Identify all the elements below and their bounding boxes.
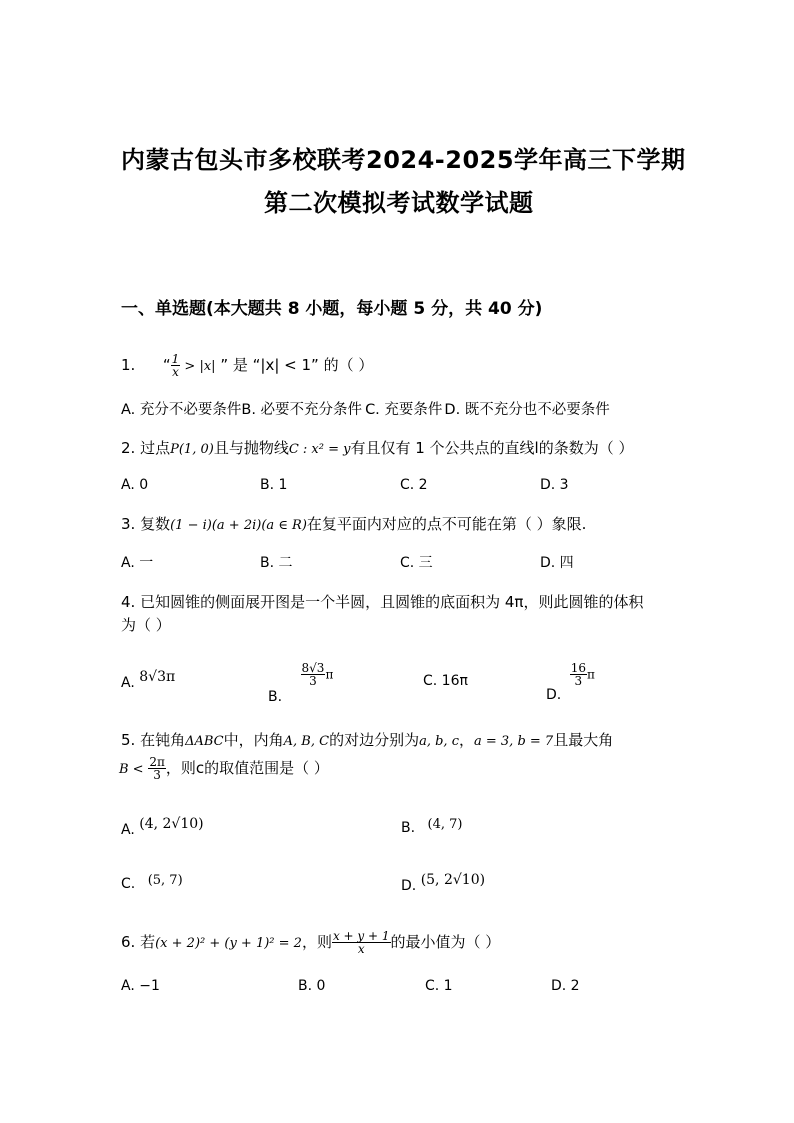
option-label: D. (546, 686, 562, 703)
q1-options (121, 398, 610, 419)
question-4-line1 (121, 591, 643, 612)
q2-text-b: 且与抛物线 (213, 439, 289, 457)
option-b: B. 必要不充分条件 (241, 402, 363, 418)
q6-text-b: ，则 (301, 933, 332, 951)
q5-option-a-value: (4, 2√10) (139, 816, 204, 832)
q5-given: a = 3, b = 7 (474, 734, 554, 749)
option-label: B. (401, 820, 416, 836)
q4-option-b: B. $\frac{8√3}{3}$ π (268, 661, 334, 705)
q6-option-b: B. 0 (298, 978, 326, 994)
q3-option-d: D. 四 (540, 555, 574, 571)
q6-fraction: $\frac{x + y + 1}{x}$ (332, 929, 390, 956)
q4-option-a (121, 669, 176, 691)
q5-option-c (121, 872, 183, 892)
q3-text-a: 复数 (140, 515, 171, 533)
q1-fraction: $\frac{1}{x}$ (171, 352, 180, 379)
question-5-line1 (121, 729, 613, 750)
q5-option-a (121, 816, 204, 838)
page-title-line1: 内蒙古包头市多校联考2024-2025学年高三下学期 (121, 146, 686, 174)
q4-stem: 已知圆锥的侧面展开图是一个半圆，且圆锥的底面积为 4π，则此圆锥的体积 (140, 593, 644, 611)
q2-text-c: 有且仅有 1 个公共点的直线l的条数为（ ） (350, 439, 634, 457)
q2-option-d: D. 3 (540, 477, 569, 493)
q5-option-d-value: (5, 2√10) (420, 872, 486, 888)
q3-expression: (1 − i)(a + 2i)(a ∈ R) (170, 518, 307, 533)
question-number: 1. (121, 356, 136, 374)
question-number: 3. (121, 515, 136, 533)
q5-text-f: ，则c的取值范围是（ ） (165, 759, 329, 777)
question-5-line2 (119, 756, 329, 781)
q6-option-c: C. 1 (425, 978, 453, 994)
q6-option-d: D. 2 (551, 978, 580, 994)
q2-curve: C : x² = y (288, 442, 351, 457)
q5-text-e: 且最大角 (553, 731, 614, 749)
q6-text-c: 的最小值为（ ） (390, 933, 501, 951)
q6-text-a: 若 (140, 933, 156, 951)
q2-option-b: B. 1 (260, 477, 288, 493)
q5-option-d (401, 872, 486, 894)
q4-option-d: D. $\frac{16}{3}$ π (546, 661, 595, 703)
q2-text-a: 过点 (140, 439, 171, 457)
question-6 (121, 930, 500, 955)
page-title-line2: 第二次模拟考试数学试题 (264, 189, 534, 217)
q1-quote-open: “ (162, 356, 171, 374)
question-number: 6. (121, 933, 136, 951)
q5-option-b (401, 816, 463, 836)
q3-text-b: 在复平面内对应的点不可能在第（ ）象限. (306, 515, 587, 533)
q5-condition-fraction: $\frac{2\pi}{3}$ (149, 755, 165, 782)
option-d: D. 既不充分也不必要条件 (444, 402, 610, 418)
q5-condition-lhs: B < (119, 762, 144, 777)
section-heading: 一、单选题(本大题共 8 小题，每小题 5 分，共 40 分) (121, 299, 543, 319)
option-c: C. 充要条件 (365, 402, 443, 418)
q5-text-a: 在钝角 (140, 731, 186, 749)
question-number: 4. (121, 593, 136, 611)
question-4-line2: 为（ ） (121, 616, 171, 634)
q5-text-c: 的对边分别为 (329, 731, 420, 749)
q2-option-a: A. 0 (121, 477, 149, 493)
q4-option-a-value: 8√3π (139, 669, 176, 685)
q5-text-d: ， (458, 731, 474, 749)
q3-option-b: B. 二 (260, 555, 293, 571)
q6-option-a: A. −1 (121, 978, 160, 994)
option-label: A. (121, 675, 135, 691)
q5-angles: A, B, C (283, 734, 330, 749)
q6-equation: (x + 2)² + (y + 1)² = 2 (155, 936, 302, 951)
q3-option-a: A. 一 (121, 555, 154, 571)
option-label: B. (268, 688, 283, 705)
q2-point: P(1, 0) (170, 442, 214, 457)
question-number: 2. (121, 439, 136, 457)
q4-option-d-fraction: $\frac{16}{3}$ (570, 661, 586, 688)
q5-option-b-value: (4, 7) (427, 817, 463, 832)
q4-option-c: C. 16π (423, 673, 468, 689)
q5-sides: a, b, c (419, 734, 459, 749)
option-label: A. (121, 822, 135, 838)
q3-option-c: C. 三 (400, 555, 433, 571)
q1-condition: > |x| (180, 359, 216, 374)
question-2 (121, 437, 634, 458)
question-3 (121, 513, 586, 534)
option-label: C. (121, 876, 136, 892)
q2-option-c: C. 2 (400, 477, 428, 493)
option-a: A. 充分不必要条件 (121, 402, 242, 418)
q5-text-b: 中，内角 (223, 731, 284, 749)
option-label: D. (401, 878, 417, 894)
q5-triangle: ΔABC (185, 734, 224, 749)
q4-option-b-fraction: $\frac{8√3}{3}$ (301, 661, 325, 688)
q1-stem: ” 是 “|x| < 1” 的（ ） (220, 356, 374, 374)
question-number: 5. (121, 731, 136, 749)
q5-option-c-value: (5, 7) (147, 873, 183, 888)
question-1 (121, 353, 373, 378)
